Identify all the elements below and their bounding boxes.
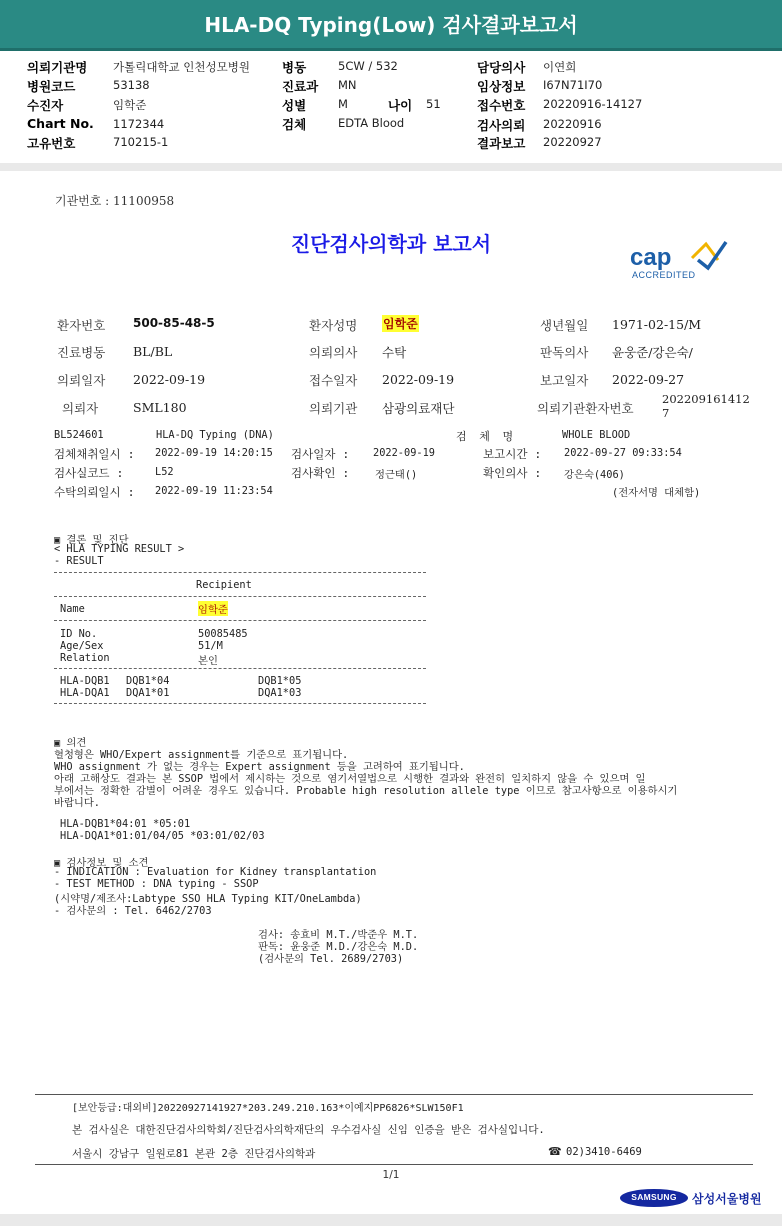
- cap-logo-text: cap: [630, 244, 672, 271]
- report-document-title: 진단검사의학과 보고서: [290, 232, 492, 256]
- patient-number: 500-85-48-5: [133, 316, 215, 330]
- test-info-line: - TEST METHOD : DNA typing - SSOP: [54, 878, 259, 890]
- info-label: 진료과: [282, 79, 319, 94]
- patient-name: 임학준: [383, 317, 418, 331]
- field-value: 202209161412: [662, 392, 750, 406]
- meta-label: 검체채취일시 :: [54, 447, 135, 461]
- info-value: M: [338, 97, 348, 111]
- opinion-line: 바랍니다.: [54, 797, 100, 809]
- meta-value: 2022-09-19 14:20:15: [155, 447, 273, 459]
- field-label: 판독의사: [540, 345, 589, 360]
- dqb1-allele-1: DQB1*04: [126, 675, 170, 687]
- info-value: 53138: [113, 78, 150, 92]
- field-label: 의뢰기관환자번호: [537, 401, 634, 416]
- info-label: 임상정보: [477, 79, 526, 94]
- info-value: 임학준: [113, 98, 147, 112]
- dqb1-label: HLA-DQB1: [60, 675, 110, 687]
- opinion-line: WHO assignment 가 없는 경우는 Expert assignment 등을 고려하여 표기됩니다.: [54, 761, 465, 773]
- info-label: 결과보고: [477, 136, 526, 151]
- high-res-dqa1: HLA-DQA1*01:01/04/05 *03:01/02/03: [60, 830, 265, 842]
- info-label: 의뢰기관명: [27, 60, 88, 75]
- meta-label: 검사실코드 :: [54, 466, 124, 480]
- field-value: 2022-09-19: [133, 372, 206, 387]
- page-number: 1/1: [382, 1169, 400, 1181]
- lab-address: 서울시 강남구 일원로81 본관 2층 진단검사의학과: [72, 1148, 316, 1160]
- samsung-wordmark: SAMSUNG: [631, 1192, 677, 1202]
- test-info-line: - INDICATION : Evaluation for Kidney transplantation: [54, 866, 377, 878]
- age-label: 나이: [388, 98, 413, 113]
- info-label: 수진자: [27, 98, 64, 113]
- info-value: 20220927: [543, 135, 602, 149]
- security-line: [보안등급:대외비]20220927141927*203.249.210.163*이예지PP6826*SLW150F1: [72, 1103, 464, 1114]
- meta-value: 2022-09-27 09:33:54: [564, 447, 682, 459]
- info-label: Chart No.: [27, 116, 94, 131]
- meta-label: 확인의사 :: [483, 466, 542, 480]
- dashed-rule: [54, 572, 426, 573]
- specimen-value: WHOLE BLOOD: [562, 429, 631, 441]
- dqa1-allele-2: DQA1*03: [258, 687, 302, 699]
- meta-value: 2022-09-19 11:23:54: [155, 485, 273, 497]
- opinion-line: 부에서는 정확한 감별이 어려운 경우도 있습니다. Probable high resolution allele type 이므로 참고사항으로 이용하시기: [54, 785, 678, 797]
- electronic-signature-note: (전자서명 대체함): [612, 487, 701, 499]
- bottom-band: [0, 1214, 782, 1226]
- info-value: 20220916-14127: [543, 97, 643, 111]
- test-info-heading: ▣ 검사정보 및 소견: [54, 857, 149, 869]
- test-name: HLA-DQ Typing (DNA): [156, 429, 274, 441]
- lab-phone: 02)3410-6469: [566, 1146, 642, 1158]
- signoff-line: 판독: 윤웅준 M.D./강은숙 M.D.: [258, 941, 419, 953]
- hospital-name: 삼성서울병원: [692, 1192, 762, 1206]
- info-label: 검사의뢰: [477, 118, 526, 133]
- meta-value: L52: [155, 466, 174, 478]
- report-title: HLA-DQ Typing(Low) 검사결과보고서: [204, 13, 578, 37]
- opinion-line: 아래 고해상도 결과는 본 SSOP 법에서 제시하는 것으로 염기서열법으로 시행한 결과와 완전히 일치하지 않을 수 있으며 일: [54, 773, 646, 785]
- info-label: 병동: [282, 60, 307, 75]
- meta-value: 정근태(): [375, 469, 418, 481]
- field-value: BL/BL: [133, 344, 173, 359]
- info-value: I67N71I70: [543, 78, 603, 92]
- test-info-line: - 검사문의 : Tel. 6462/2703: [54, 905, 212, 917]
- high-res-dqb1: HLA-DQB1*04:01 *05:01: [60, 818, 191, 830]
- dashed-rule: [54, 668, 426, 669]
- certification-note: 본 검사실은 대한진단검사의학회/진단검사의학재단의 우수검사실 신임 인증을 받은 검사실입니다.: [72, 1124, 545, 1136]
- recipient-header: Recipient: [196, 579, 252, 591]
- header-underline: [0, 48, 782, 51]
- info-value: 가톨릭대학교 인천성모병원: [113, 60, 250, 74]
- info-label: 접수번호: [477, 98, 526, 113]
- opinion-heading: ▣ 의견: [54, 737, 87, 749]
- id-value: 50085485: [198, 628, 248, 640]
- specimen-label: 검 체 명: [456, 430, 517, 443]
- field-label: 진료병동: [57, 345, 106, 360]
- field-value: 윤웅준/강은숙/: [612, 345, 693, 360]
- field-label: 접수일자: [309, 373, 358, 388]
- info-value: 이연희: [543, 60, 577, 74]
- agesex-value: 51/M: [198, 640, 223, 652]
- meta-label: 수탁의뢰일시 :: [54, 485, 135, 499]
- signoff-line: (검사문의 Tel. 2689/2703): [258, 953, 404, 965]
- info-value: EDTA Blood: [338, 116, 405, 130]
- info-label: 성별: [282, 98, 307, 113]
- signoff-line: 검사: 송효비 M.T./박준우 M.T.: [258, 929, 419, 941]
- field-value: 2022-09-27: [612, 372, 685, 387]
- test-info-line: (시약명/제조사:Labtype SSO HLA Typing KIT/OneLambda): [54, 893, 362, 905]
- samsung-hospital-logo: [620, 1188, 760, 1210]
- dashed-rule: [54, 703, 426, 704]
- age-value: 51: [426, 97, 441, 111]
- field-label: 의뢰기관: [309, 401, 358, 416]
- footer-rule: [35, 1164, 753, 1165]
- field-value: 삼광의료재단: [382, 401, 455, 416]
- dqb1-allele-2: DQB1*05: [258, 675, 302, 687]
- info-label: 검체: [282, 117, 307, 132]
- field-label: 환자성명: [309, 318, 358, 333]
- meta-label: 검사확인 :: [291, 466, 350, 480]
- recipient-name: 임학준: [198, 601, 228, 616]
- field-value-wrap: 7: [662, 406, 670, 420]
- phone-icon: ☎: [548, 1145, 562, 1158]
- footer-rule: [35, 1094, 753, 1095]
- opinion-line: 혈청형은 WHO/Expert assignment를 기준으로 표기됩니다.: [54, 749, 349, 761]
- result-subheading: < HLA TYPING RESULT >: [54, 543, 185, 555]
- agesex-label: Age/Sex: [60, 640, 104, 652]
- relation-value: 본인: [198, 655, 218, 667]
- info-label: 고유번호: [27, 136, 76, 151]
- id-label: ID No.: [60, 628, 98, 640]
- field-label: 의뢰의사: [309, 345, 358, 360]
- meta-label: 검사일자 :: [291, 447, 350, 461]
- cap-accredited-logo: [626, 238, 731, 282]
- field-value: 1971-02-15/M: [612, 317, 702, 332]
- meta-value: 2022-09-19: [373, 447, 435, 459]
- field-value: 2022-09-19: [382, 372, 455, 387]
- field-label: 의뢰자: [62, 401, 99, 416]
- info-label: 병원코드: [27, 79, 76, 94]
- cap-logo-subtext: ACCREDITED: [632, 270, 696, 280]
- info-value: 710215-1: [113, 135, 169, 149]
- dqa1-label: HLA-DQA1: [60, 687, 110, 699]
- dashed-rule: [54, 596, 426, 597]
- meta-label: 보고시간 :: [483, 447, 542, 461]
- institution-number: 기관번호 : 11100958: [55, 194, 175, 208]
- field-value: 수탁: [382, 345, 407, 360]
- info-value: 20220916: [543, 117, 602, 131]
- field-label: 생년월일: [540, 318, 589, 333]
- test-code: BL524601: [54, 429, 104, 441]
- name-label: Name: [60, 603, 85, 615]
- meta-value: 강은숙(406): [564, 469, 625, 481]
- result-label: - RESULT: [54, 555, 104, 567]
- info-value: 1172344: [113, 117, 165, 131]
- info-label: 담당의사: [477, 60, 526, 75]
- result-heading: ▣ 결론 및 진단: [54, 534, 129, 546]
- dqa1-allele-1: DQA1*01: [126, 687, 170, 699]
- section-divider: [0, 163, 782, 171]
- info-value: MN: [338, 78, 357, 92]
- field-label: 보고일자: [540, 373, 589, 388]
- field-value: SML180: [133, 400, 187, 415]
- info-value: 5CW / 532: [338, 59, 398, 73]
- relation-label: Relation: [60, 652, 110, 664]
- dashed-rule: [54, 620, 426, 621]
- report-header: [0, 0, 782, 48]
- field-label: 환자번호: [57, 318, 106, 333]
- field-label: 의뢰일자: [57, 373, 106, 388]
